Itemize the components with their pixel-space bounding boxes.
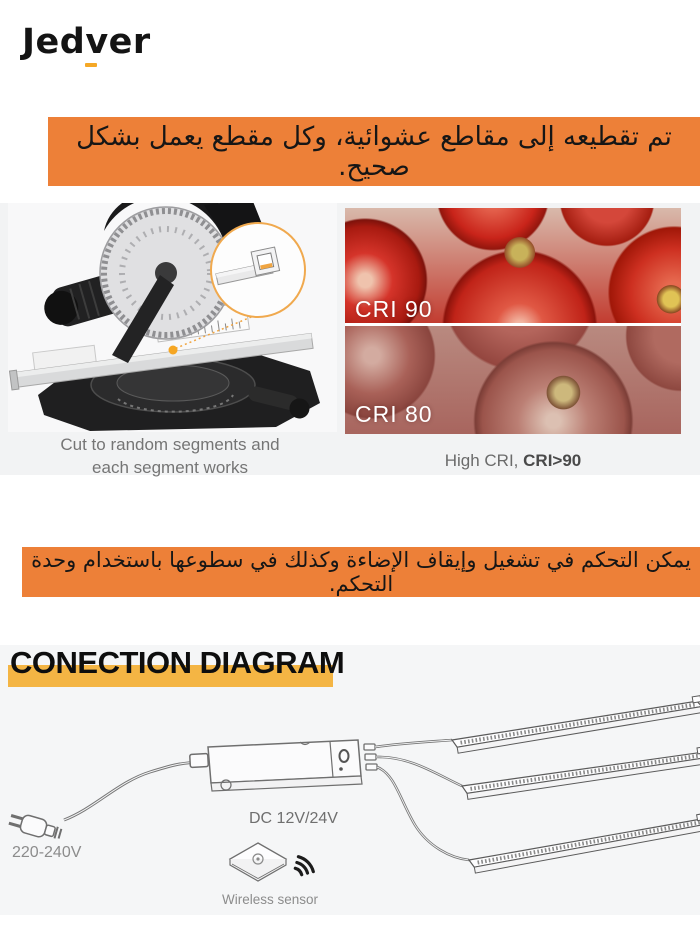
saw-caption — [0, 434, 340, 480]
cri-90-label: CRI 90 — [355, 296, 433, 322]
power-plug-icon — [8, 811, 63, 843]
miter-saw-image — [8, 203, 337, 432]
cri-comparison-image — [345, 208, 681, 434]
wireless-sensor-icon — [230, 843, 286, 881]
input-voltage-label: 220-240V — [12, 844, 82, 861]
connection-diagram-illustration — [0, 690, 700, 915]
wifi-signal-icon — [295, 857, 313, 875]
led-strip-2 — [461, 747, 700, 800]
brand-logo: Jedver — [22, 22, 151, 62]
cri-caption-value: CRI>90 — [523, 451, 582, 470]
arabic-banner-cut-segments — [48, 117, 700, 186]
led-strip-1 — [451, 696, 700, 754]
cri-divider-line — [345, 323, 681, 326]
cri-80-label: CRI 80 — [355, 401, 433, 427]
wireless-sensor-label: Wireless sensor — [222, 892, 319, 907]
cri-caption-prefix: High CRI, — [444, 451, 524, 470]
banner-1-text: تم تقطيعه إلى مقاطع عشوائية، وكل مقطع يعمل بشكل صحيح. — [76, 121, 672, 182]
arabic-banner-control-unit — [22, 547, 700, 597]
power-supply-unit — [190, 740, 377, 791]
saw-caption-line1: Cut to random segments and — [60, 435, 280, 454]
output-voltage-label: DC 12V/24V — [249, 810, 338, 827]
miter-saw-illustration — [8, 203, 337, 432]
banner-2-text: يمكن التحكم في تشغيل وإيقاف الإضاءة وكذلك في سطوعها باستخدام وحدة التحكم. — [31, 548, 691, 596]
logo-underline-accent — [85, 63, 97, 67]
connection-diagram-title: CONECTION DIAGRAM — [10, 645, 345, 680]
features-section — [0, 203, 700, 475]
connection-diagram-section — [0, 645, 700, 915]
cri-caption — [345, 451, 681, 471]
led-strip-3 — [468, 813, 700, 873]
saw-caption-line2: each segment works — [92, 457, 248, 477]
